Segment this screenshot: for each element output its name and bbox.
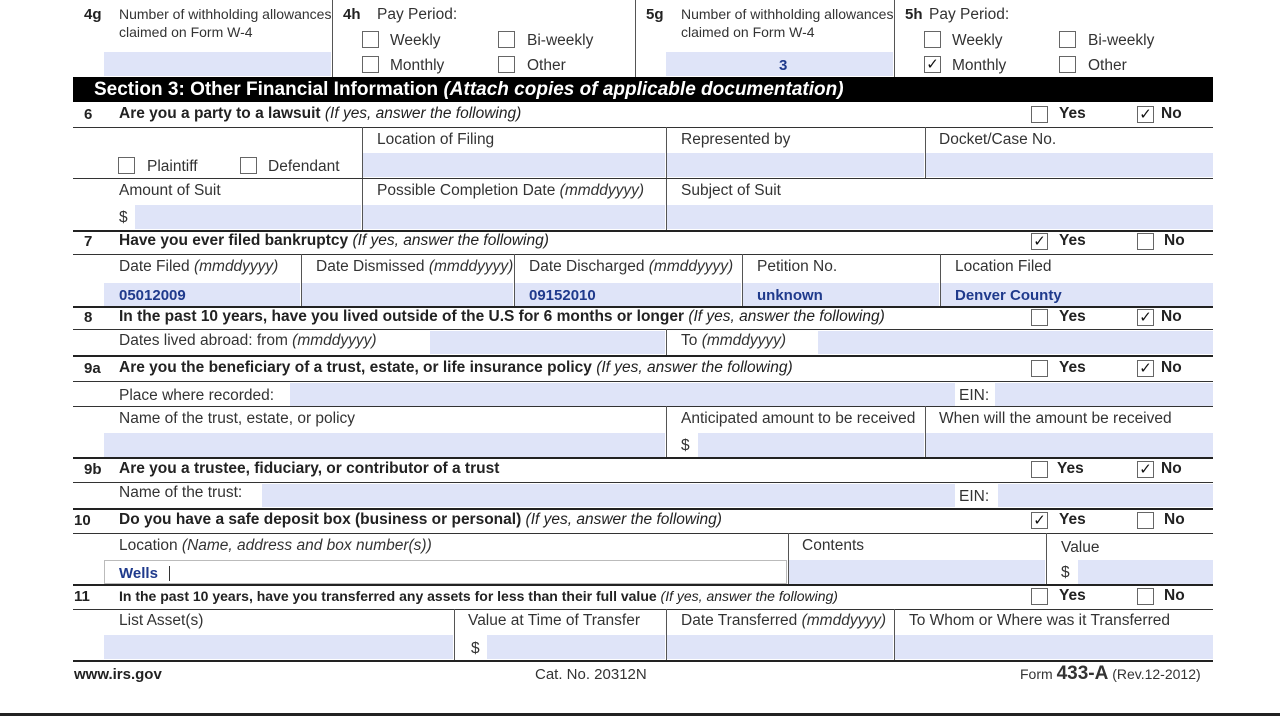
- divider: [894, 0, 895, 77]
- q10-no-label: No: [1164, 511, 1185, 528]
- rule: [73, 533, 1213, 534]
- q11-whom-label: To Whom or Where was it Transferred: [909, 612, 1170, 629]
- rule: [73, 457, 1213, 459]
- item-4g-number: 4g: [84, 6, 102, 23]
- checkmark-icon: ✓: [1139, 106, 1152, 123]
- q10-value-field[interactable]: [1078, 560, 1213, 584]
- pay-4h-monthly-label: Monthly: [390, 57, 445, 74]
- q6-represented-field[interactable]: [667, 153, 924, 177]
- q9a-place-field[interactable]: [290, 383, 955, 406]
- rule: [73, 508, 1213, 510]
- q9b-ein-field[interactable]: [998, 484, 1213, 507]
- pay-4h-monthly-checkbox[interactable]: [362, 56, 379, 73]
- q9b-name-field[interactable]: [262, 484, 955, 507]
- withholding-5g-value: 3: [779, 57, 788, 74]
- item-5g-number: 5g: [646, 6, 664, 23]
- q9a-dollar-sign: $: [681, 437, 690, 454]
- q11-whom-field[interactable]: [895, 635, 1213, 659]
- checkmark-icon: ✓: [1139, 309, 1152, 326]
- divider: [635, 0, 636, 77]
- item-5h-number: 5h: [905, 6, 923, 23]
- checkmark-icon: ✓: [1139, 360, 1152, 377]
- divider: [894, 609, 895, 661]
- q7-discharged-label: Date Discharged (mmddyyyy): [529, 258, 734, 275]
- rule: [73, 178, 1213, 179]
- q7-dismissed-field[interactable]: [302, 283, 513, 306]
- q10-yes-label: Yes: [1059, 511, 1086, 528]
- q8-to-field[interactable]: [818, 331, 1213, 354]
- q9a-ein-label: EIN:: [959, 387, 990, 404]
- section-3-title: Section 3: Other Financial Information: [94, 79, 444, 100]
- divider: [788, 533, 789, 585]
- q6-number: 6: [84, 106, 93, 123]
- divider: [454, 609, 455, 661]
- q8-yes-checkbox[interactable]: [1031, 309, 1048, 326]
- q6-amount-label: Amount of Suit: [119, 182, 221, 199]
- rule: [73, 381, 1213, 382]
- q6-docket-field[interactable]: [926, 153, 1213, 177]
- divider: [332, 0, 333, 77]
- q9a-yes-checkbox[interactable]: [1031, 360, 1048, 377]
- item-5g-label-line2: claimed on Form W-4: [681, 24, 815, 40]
- q7-location-label: Location Filed: [955, 258, 1052, 275]
- q9b-ein-label: EIN:: [959, 488, 990, 505]
- q11-date-field[interactable]: [667, 635, 893, 659]
- q8-yes-label: Yes: [1059, 308, 1086, 325]
- text-caret: [169, 566, 170, 581]
- q9b-name-label: Name of the trust:: [119, 484, 243, 501]
- q11-assets-field[interactable]: [104, 635, 453, 659]
- item-4g-label-line1: Number of withholding allowances: [119, 6, 332, 22]
- q11-question: In the past 10 years, have you transferred any assets for less than their full value (If yes, answer the following): [119, 588, 838, 604]
- q7-petition-label: Petition No.: [757, 258, 838, 275]
- divider: [1046, 533, 1047, 585]
- q10-contents-field[interactable]: [789, 560, 1045, 584]
- rule: [73, 406, 1213, 407]
- item-4g-label-line2: claimed on Form W-4: [119, 24, 253, 40]
- q7-filed-label: Date Filed (mmddyyyy): [119, 258, 279, 275]
- q7-yes-checkbox[interactable]: [1031, 233, 1048, 250]
- pay-5h-biweekly-label: Bi-weekly: [1088, 32, 1155, 49]
- q9b-question: Are you a trustee, fiduciary, or contributor of a trust: [119, 460, 500, 477]
- rule: [73, 254, 1213, 255]
- q7-discharged-value: 09152010: [529, 287, 596, 304]
- q8-from-label: Dates lived abroad: from (mmddyyyy): [119, 332, 377, 349]
- q6-dollar-sign: $: [119, 209, 128, 226]
- q9b-no-label: No: [1161, 460, 1182, 477]
- q11-dollar-sign: $: [471, 640, 480, 657]
- pay-5h-biweekly-checkbox[interactable]: [1059, 31, 1076, 48]
- divider: [666, 609, 667, 661]
- pay-4h-biweekly-checkbox[interactable]: [498, 31, 515, 48]
- q11-value-field[interactable]: [487, 635, 665, 659]
- section-3-header: [73, 77, 1213, 102]
- q7-location-value: Denver County: [955, 287, 1062, 304]
- divider: [514, 254, 515, 306]
- q9a-place-label: Place where recorded:: [119, 387, 275, 404]
- q9a-when-field[interactable]: [926, 433, 1213, 457]
- pay-4h-weekly-checkbox[interactable]: [362, 31, 379, 48]
- checkmark-icon: ✓: [926, 56, 939, 73]
- checkmark-icon: ✓: [1139, 461, 1152, 478]
- pay-4h-weekly-label: Weekly: [390, 32, 441, 49]
- rule: [73, 355, 1213, 357]
- footer-catalog-number: Cat. No. 20312N: [535, 666, 647, 683]
- pay-4h-other-checkbox[interactable]: [498, 56, 515, 73]
- q6-yes-label: Yes: [1059, 105, 1086, 122]
- q6-location-label: Location of Filing: [377, 131, 495, 148]
- q7-question: Have you ever filed bankruptcy (If yes, answer the following): [119, 232, 549, 249]
- divider: [940, 254, 941, 306]
- pay-4h-biweekly-label: Bi-weekly: [527, 32, 594, 49]
- q9b-no-checkbox[interactable]: [1137, 461, 1154, 478]
- divider: [925, 406, 926, 458]
- pay-5h-other-checkbox[interactable]: [1059, 56, 1076, 73]
- pay-5h-other-label: Other: [1088, 57, 1127, 74]
- rule: [73, 482, 1213, 483]
- q6-plaintiff-label: Plaintiff: [147, 158, 198, 175]
- divider: [925, 127, 926, 179]
- q6-subject-label: Subject of Suit: [681, 182, 781, 199]
- q8-number: 8: [84, 309, 93, 326]
- rule: [73, 660, 1213, 662]
- q8-no-label: No: [1161, 308, 1182, 325]
- q8-from-field[interactable]: [430, 331, 665, 354]
- item-4h-number: 4h: [343, 6, 361, 23]
- q6-docket-label: Docket/Case No.: [939, 131, 1057, 148]
- q7-dismissed-label: Date Dismissed (mmddyyyy): [316, 258, 514, 275]
- q9a-name-label: Name of the trust, estate, or policy: [119, 410, 356, 427]
- q11-no-label: No: [1164, 587, 1185, 604]
- q11-no-checkbox[interactable]: [1137, 588, 1154, 605]
- item-5g-label-line1: Number of withholding allowances: [681, 6, 894, 22]
- q9b-yes-label: Yes: [1057, 460, 1084, 477]
- rule: [73, 584, 1213, 586]
- q6-no-label: No: [1161, 105, 1182, 122]
- q7-filed-value: 05012009: [119, 287, 186, 304]
- q6-completion-field[interactable]: [363, 205, 665, 229]
- q7-no-label: No: [1164, 232, 1185, 249]
- q6-yes-checkbox[interactable]: [1031, 106, 1048, 123]
- divider: [666, 406, 667, 458]
- withholding-4g-field[interactable]: [104, 52, 331, 76]
- footer-form-id: Form 433-A (Rev.12-2012): [1020, 663, 1201, 684]
- q6-plaintiff-checkbox[interactable]: [118, 157, 135, 174]
- pay-5h-monthly-checkbox[interactable]: [924, 56, 941, 73]
- q10-value-label: Value: [1061, 539, 1100, 556]
- item-4h-label: Pay Period:: [377, 6, 458, 23]
- divider: [742, 254, 743, 306]
- pay-5h-monthly-label: Monthly: [952, 57, 1007, 74]
- q8-question: In the past 10 years, have you lived outside of the U.S for 6 months or longer (If yes, answer the following): [119, 308, 885, 325]
- rule: [73, 609, 1213, 610]
- q11-number: 11: [74, 588, 90, 605]
- q9a-ein-field[interactable]: [995, 383, 1213, 406]
- q9a-question: Are you the beneficiary of a trust, estate, or life insurance policy (If yes, answer the following): [119, 359, 793, 376]
- q7-yes-label: Yes: [1059, 232, 1086, 249]
- pay-4h-other-label: Other: [527, 57, 566, 74]
- q11-yes-checkbox[interactable]: [1031, 588, 1048, 605]
- q6-location-field[interactable]: [363, 153, 665, 177]
- checkmark-icon: ✓: [1033, 233, 1046, 250]
- divider: [301, 254, 302, 306]
- q9a-when-label: When will the amount be received: [939, 410, 1172, 427]
- q11-value-label: Value at Time of Transfer: [468, 612, 641, 629]
- q7-number: 7: [84, 233, 93, 250]
- q11-assets-label: List Asset(s): [119, 612, 204, 629]
- q6-represented-label: Represented by: [681, 131, 791, 148]
- q7-petition-value: unknown: [757, 287, 823, 304]
- item-5h-label: Pay Period:: [929, 6, 1010, 23]
- q9b-yes-checkbox[interactable]: [1031, 461, 1048, 478]
- pay-5h-weekly-label: Weekly: [952, 32, 1003, 49]
- q6-completion-label: Possible Completion Date (mmddyyyy): [377, 182, 645, 199]
- q11-yes-label: Yes: [1059, 587, 1086, 604]
- q6-subject-field[interactable]: [667, 205, 1213, 229]
- footer-website: www.irs.gov: [74, 666, 162, 683]
- q9a-anticipated-field[interactable]: [698, 433, 924, 457]
- checkmark-icon: ✓: [1033, 512, 1046, 529]
- q10-number: 10: [74, 512, 91, 529]
- q9a-yes-label: Yes: [1059, 359, 1086, 376]
- q6-amount-field[interactable]: [135, 205, 361, 229]
- q9a-name-field[interactable]: [104, 433, 665, 457]
- q10-location-field[interactable]: [104, 560, 787, 584]
- q7-no-checkbox[interactable]: [1137, 233, 1154, 250]
- q10-yes-checkbox[interactable]: [1031, 512, 1048, 529]
- q10-location-label: Location (Name, address and box number(s)): [119, 537, 432, 554]
- q9a-no-checkbox[interactable]: [1137, 360, 1154, 377]
- q6-defendant-label: Defendant: [268, 158, 340, 175]
- q8-no-checkbox[interactable]: [1137, 309, 1154, 326]
- rule: [0, 713, 1280, 716]
- pay-5h-weekly-checkbox[interactable]: [924, 31, 941, 48]
- divider: [666, 329, 667, 355]
- q10-dollar-sign: $: [1061, 564, 1070, 581]
- q9a-no-label: No: [1161, 359, 1182, 376]
- q10-location-value: Wells: [119, 565, 158, 582]
- rule: [73, 127, 1213, 128]
- q6-no-checkbox[interactable]: [1137, 106, 1154, 123]
- q10-no-checkbox[interactable]: [1137, 512, 1154, 529]
- q9a-number: 9a: [84, 360, 101, 377]
- q10-contents-label: Contents: [802, 537, 865, 554]
- q6-defendant-checkbox[interactable]: [240, 157, 257, 174]
- rule: [73, 329, 1213, 330]
- q9a-anticipated-label: Anticipated amount to be received: [681, 410, 916, 427]
- q10-question: Do you have a safe deposit box (business or personal) (If yes, answer the following): [119, 511, 722, 528]
- q11-date-label: Date Transferred (mmddyyyy): [681, 612, 886, 629]
- q8-to-label: To (mmddyyyy): [681, 332, 787, 349]
- q6-question: Are you a party to a lawsuit (If yes, answer the following): [119, 105, 522, 122]
- section-3-note: (Attach copies of applicable documentation): [443, 79, 844, 100]
- q9b-number: 9b: [84, 461, 102, 478]
